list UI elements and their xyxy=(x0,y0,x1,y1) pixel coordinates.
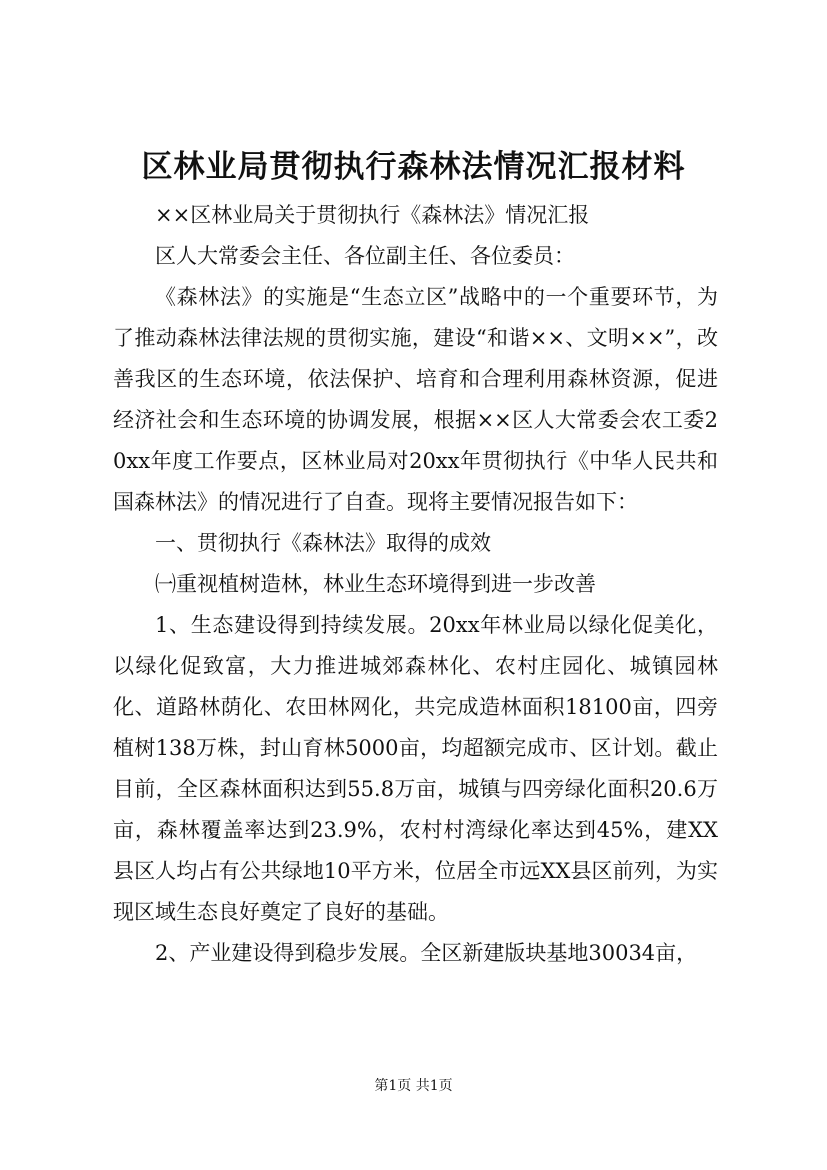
section-heading-1: 一、贯彻执行《森林法》取得的成效 xyxy=(155,531,491,555)
document-title: 区林业局贯彻执行森林法情况汇报材料 xyxy=(141,149,686,185)
document-body xyxy=(113,195,718,974)
report-heading: ××区林业局关于贯彻执行《森林法》情况汇报 xyxy=(155,203,590,227)
intro-paragraph: 《森林法》的实施是“生态立区”战略中的一个重要环节，为了推动森林法律法规的贯彻实施，建设“和谐××、文明××”，改善我区的生态环境，依法保护、培育和合理利用森林资源，促进经济社会和生态环境的协调发展，根据××区人大常委会农工委20xx年度工作要点，区林业局对20xx年贯彻执行《中华人民共和国森林法》的情况进行了自查。现将主要情况报告如下： xyxy=(113,285,718,514)
subsection-heading-1: ㈠重视植树造林，林业生态环境得到进一步改善 xyxy=(155,572,596,596)
page-footer: 第1页 共1页 xyxy=(374,1078,453,1094)
paragraph-ecology: 1、生态建设得到持续发展。20xx年林业局以绿化促美化，以绿化促致富，大力推进城郊森林化、农村庄园化、城镇园林化、道路林荫化、农田林网化，共完成造林面积18100亩，四旁植树138万株，封山育林5000亩，均超额完成市、区计划。截止目前，全区森林面积达到55.8万亩，城镇与四旁绿化面积20.6万亩，森林覆盖率达到23.9%，农村村湾绿化率达到45%，建XX县区人均占有公共绿地10平方米，位居全市远XX县区前列，为实现区域生态良好奠定了良好的基础。 xyxy=(113,613,718,924)
salutation: 区人大常委会主任、各位副主任、各位委员： xyxy=(155,244,575,268)
paragraph-industry: 2、产业建设得到稳步发展。全区新建版块基地30034亩， xyxy=(155,941,698,965)
